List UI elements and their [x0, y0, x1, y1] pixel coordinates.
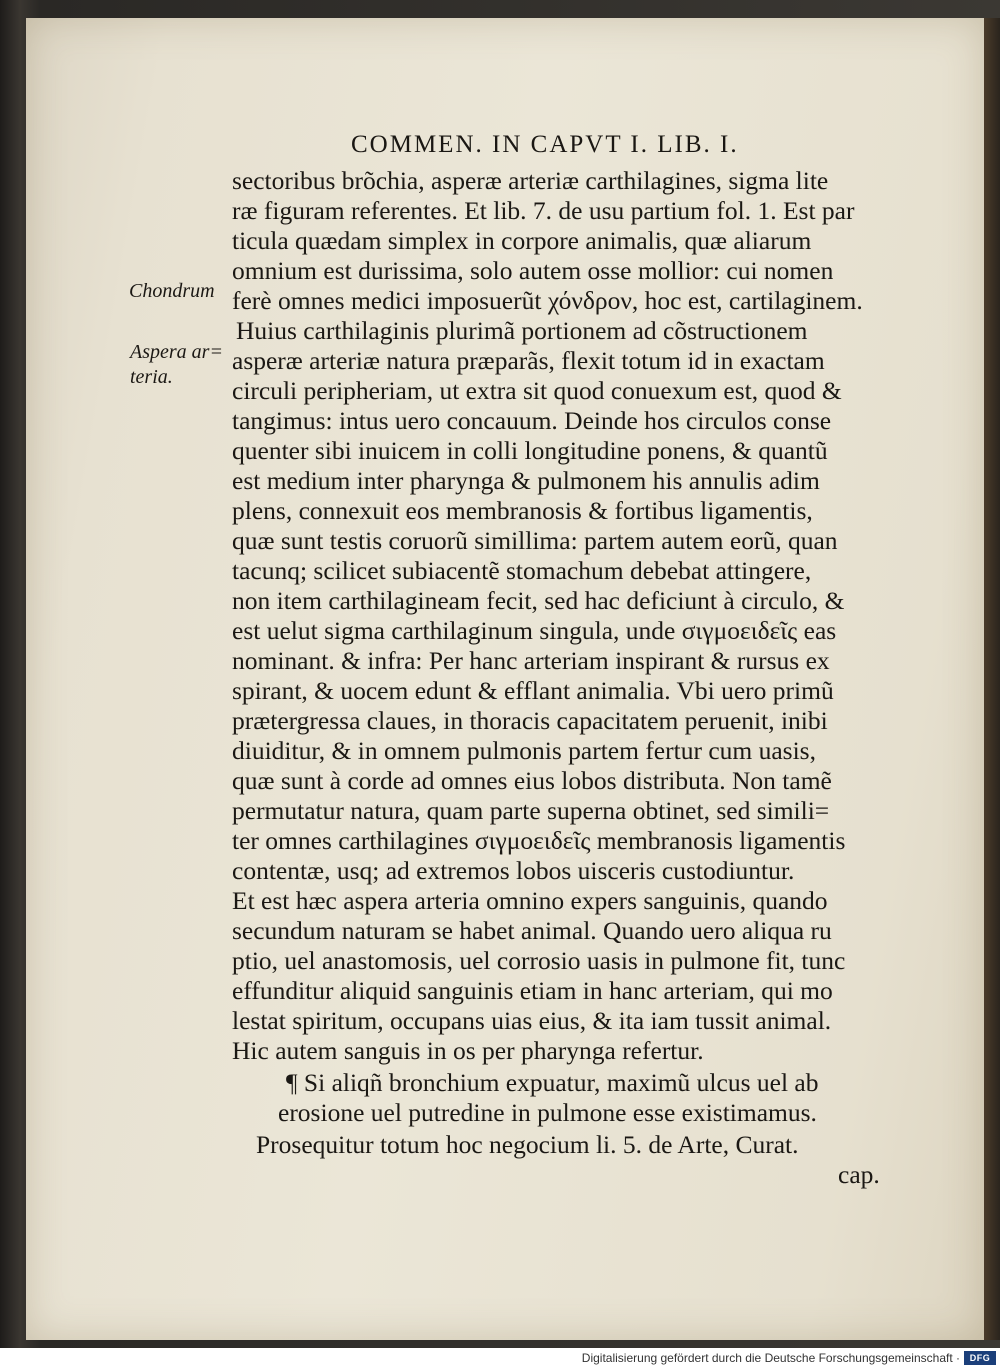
book-page [26, 18, 984, 1340]
dfg-logo-icon: DFG [964, 1351, 996, 1365]
text-line: effunditur aliquid sanguinis etiam in hanc arteriam, qui mo [232, 976, 833, 1005]
text-line: contentæ, usq; ad extremos lobos uisceris custodiuntur. [232, 856, 795, 885]
text-line: est uelut sigma carthilaginum singula, unde σιγμοειδεῖς eas [232, 616, 837, 645]
text-line: Hic autem sanguis in os per pharynga refertur. [232, 1036, 704, 1065]
text-line: Prosequitur totum hoc negocium li. 5. de Arte, Curat. [256, 1130, 799, 1159]
text-line: Huius carthilaginis plurimã portionem ad cõstructionem [236, 316, 808, 345]
text-line: ¶ Si aliqñ bronchium expuatur, maximũ ulcus uel ab [286, 1068, 819, 1097]
text-line: spirant, & uocem edunt & efflant animalia. Vbi uero primũ [232, 676, 834, 705]
text-line: ferè omnes medici imposuerũt χόνδρον, hoc est, cartilaginem. [232, 286, 863, 315]
footer-bar [0, 1348, 1000, 1370]
margin-note-aspera: Aspera ar= [130, 341, 223, 363]
text-line: secundum naturam se habet animal. Quando uero aliqua ru [232, 916, 832, 945]
page-edge-shadow [984, 18, 1000, 1340]
text-line: permutatur natura, quam parte superna obtinet, sed simili= [232, 796, 830, 825]
text-line: lestat spiritum, occupans uias eius, & ita iam tussit animal. [232, 1006, 832, 1035]
text-line: Et est hæc aspera arteria omnino expers sanguinis, quando [232, 886, 828, 915]
text-line: circuli peripheriam, ut extra sit quod conuexum est, quod & [232, 376, 842, 405]
text-line: quæ sunt testis coruorũ simillima: partem autem eorũ, quan [232, 526, 838, 555]
text-line: sectoribus brõchia, asperæ arteriæ carthilagines, sigma lite [232, 166, 829, 195]
running-header: COMMEN. IN CAPVT I. LIB. I. [351, 131, 739, 158]
text-line: ptio, uel anastomosis, uel corrosio uasis in pulmone fit, tunc [232, 946, 846, 975]
text-line: asperæ arteriæ natura præparãs, flexit totum id in exactam [232, 346, 825, 375]
text-line: non item carthilagineam fecit, sed hac deficiunt à circulo, & [232, 586, 845, 615]
text-line: tangimus: intus uero concauum. Deinde hos circulos conse [232, 406, 832, 435]
text-line: diuiditur, & in omnem pulmonis partem fertur cum uasis, [232, 736, 816, 765]
text-line: ticula quædam simplex in corpore animalis, quæ aliarum [232, 226, 812, 255]
text-line: nominant. & infra: Per hanc arteriam inspirant & rursus ex [232, 646, 830, 675]
text-line: ter omnes carthilagines σιγμοειδεῖς membranosis ligamentis [232, 826, 846, 855]
text-line: omnium est durissima, solo autem osse mollior: cui nomen [232, 256, 834, 285]
margin-note-chondrum: Chondrum [129, 280, 215, 302]
funding-notice: Digitalisierung gefördert durch die Deutsche Forschungsgemeinschaft · [581, 1351, 960, 1365]
text-line: quenter sibi inuicem in colli longitudine ponens, & quantũ [232, 436, 828, 465]
text-line: quæ sunt à corde ad omnes eius lobos distributa. Non tamẽ [232, 766, 832, 795]
text-line: tacunq; scilicet subiacentẽ stomachum debebat attingere, [232, 556, 812, 585]
text-line: prætergressa claues, in thoracis capacitatem peruenit, inibi [232, 706, 828, 735]
text-line: ræ figuram referentes. Et lib. 7. de usu partium fol. 1. Est par [232, 196, 855, 225]
text-line: erosione uel putredine in pulmone esse existimamus. [278, 1098, 817, 1127]
text-line: est medium inter pharynga & pulmonem his annulis adim [232, 466, 820, 495]
text-line: plens, connexuit eos membranosis & fortibus ligamentis, [232, 496, 813, 525]
margin-note-teria: teria. [130, 366, 173, 388]
text-line: cap. [838, 1160, 880, 1189]
